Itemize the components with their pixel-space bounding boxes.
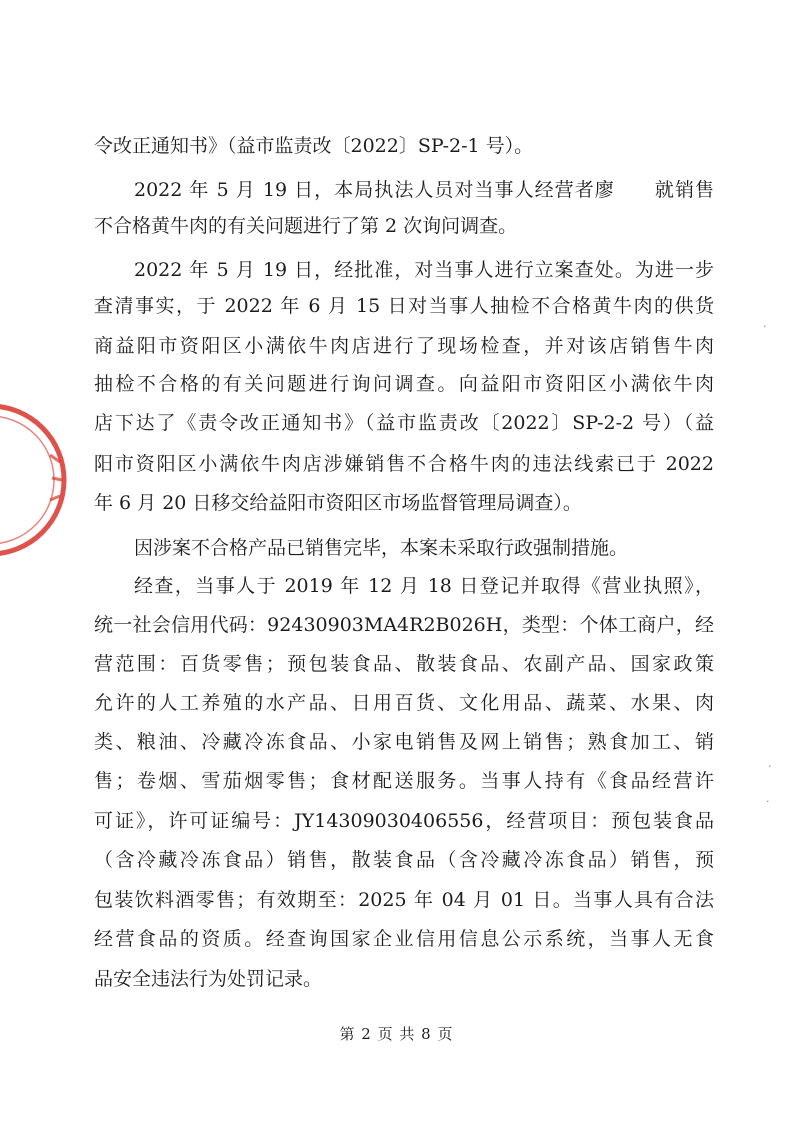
scan-speck: · <box>763 320 767 333</box>
text-line-16: 类、粮油、冷藏冷冻食品、小家电销售及网上销售；熟食加工、销 <box>94 731 714 753</box>
official-seal-fragment <box>0 400 70 560</box>
text-line-2: 2022 年 5 月 19 日，本局执法人员对当事人经营者廖 就销售 <box>134 179 714 201</box>
text-line-6: 商益阳市资阳区小满依牛肉店进行了现场检查，并对该店销售牛肉 <box>94 335 714 357</box>
text-line-4: 2022 年 5 月 19 日，经批准，对当事人进行立案查处。为进一步 <box>134 259 714 281</box>
scan-speck: · <box>766 795 770 808</box>
text-line-8: 店下达了《责令改正通知书》（益市监责改〔2022〕SP-2-2 号）（益 <box>94 412 714 434</box>
text-line-10: 年 6 月 20 日移交给益阳市资阳区市场监督管理局调查）。 <box>94 492 582 514</box>
text-line-14: 营范围：百货零售；预包装食品、散装食品、农副产品、国家政策 <box>94 653 714 675</box>
text-line-9: 阳市资阳区小满依牛肉店涉嫌销售不合格牛肉的违法线索已于 2022 <box>94 453 714 475</box>
text-line-20: 包装饮料酒零售；有效期至：2025 年 04 月 01 日。当事人具有合法 <box>94 889 714 911</box>
text-line-13: 统一社会信用代码：92430903MA4R2B026H，类型：个体工商户，经 <box>94 614 714 636</box>
text-line-17: 售；卷烟、雪茄烟零售；食材配送服务。当事人持有《食品经营许 <box>94 770 714 792</box>
scan-speck: · <box>768 760 772 773</box>
text-line-7: 抽检不合格的有关问题进行询问调查。向益阳市资阳区小满依牛肉 <box>94 373 714 395</box>
text-line-15: 允许的人工养殖的水产品、日用百货、文化用品、蔬菜、水果、肉 <box>94 692 714 714</box>
text-line-5: 查清事实，于 2022 年 6 月 15 日对当事人抽检不合格黄牛肉的供货 <box>94 295 714 317</box>
text-line-22: 品安全违法行为处罚记录。 <box>94 968 323 990</box>
text-line-21: 经营食品的资质。经查询国家企业信用信息公示系统，当事人无食 <box>94 928 714 950</box>
page-number-footer: 第 2 页 共 8 页 <box>339 1025 454 1043</box>
text-line-1: 令改正通知书》（益市监责改〔2022〕SP-2-1 号）。 <box>94 135 534 157</box>
text-line-19: （含冷藏冷冻食品）销售，散装食品（含冷藏冷冻食品）销售，预 <box>94 849 714 871</box>
text-line-11: 因涉案不合格产品已销售完毕，本案未采取行政强制措施。 <box>134 537 629 559</box>
text-line-18: 可证》，许可证编号：JY14309030406556，经营项目：预包装食品 <box>94 810 714 832</box>
text-line-12: 经查，当事人于 2019 年 12 月 18 日登记并取得《营业执照》， <box>134 575 714 597</box>
text-line-3: 不合格黄牛肉的有关问题进行了第 2 次询问调查。 <box>94 215 518 237</box>
